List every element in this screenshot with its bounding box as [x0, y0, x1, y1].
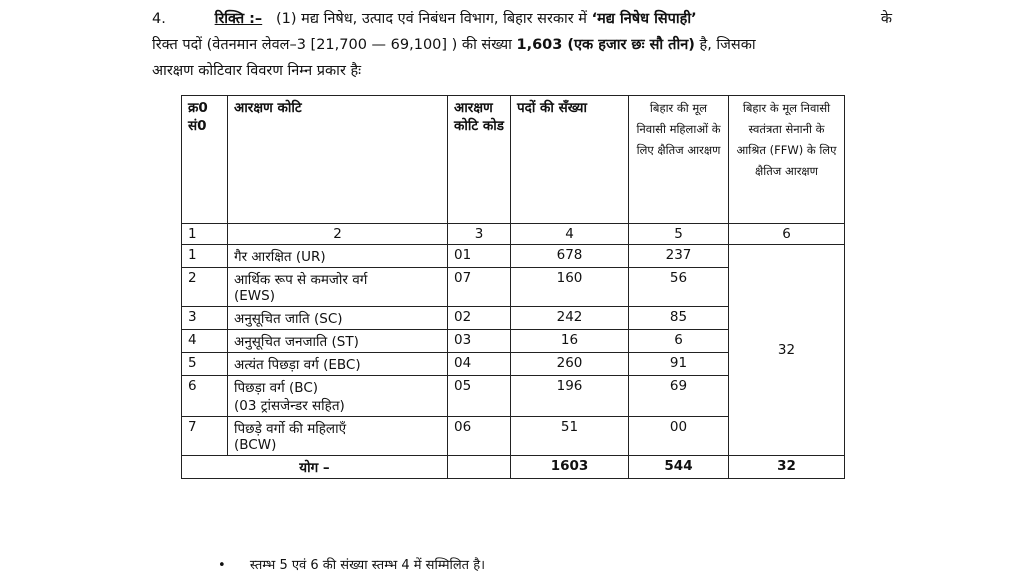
row-serial: 5 — [182, 353, 228, 376]
colnum-4: 4 — [511, 224, 629, 245]
row-women: 85 — [629, 307, 729, 330]
row-code: 07 — [448, 268, 511, 307]
row-serial: 1 — [182, 245, 228, 268]
colnum-6: 6 — [729, 224, 845, 245]
row-category — [228, 417, 448, 456]
colnum-2: 2 — [228, 224, 448, 245]
row-category — [228, 330, 448, 353]
row-category-text: आर्थिक रूप से कमजोर वर्ग — [234, 272, 368, 288]
row-women: 00 — [629, 417, 729, 456]
row-posts: 51 — [511, 417, 629, 456]
para-line-1 — [152, 6, 892, 32]
row-women: 237 — [629, 245, 729, 268]
total-posts: 1603 — [511, 456, 629, 479]
total-ffw: 32 — [729, 456, 845, 479]
row-code: 06 — [448, 417, 511, 456]
row-category — [228, 268, 448, 307]
header-women: बिहार की मूल निवासी महिलाओं के लिए क्षैतिज आरक्षण — [629, 96, 729, 224]
row-serial: 6 — [182, 376, 228, 417]
colnum-5: 5 — [629, 224, 729, 245]
row-category-text: अत्यंत पिछड़ा वर्ग (EBC) — [234, 357, 361, 373]
row-code: 04 — [448, 353, 511, 376]
vacancy-count: 1,603 (एक हजार छः सौ तीन) — [516, 37, 695, 53]
row-code: 05 — [448, 376, 511, 417]
row-serial: 2 — [182, 268, 228, 307]
row-posts: 160 — [511, 268, 629, 307]
para-line-1-end: के — [880, 11, 892, 27]
para-line-1-text: (1) मद्य निषेध, उत्पाद एवं निबंधन विभाग, बिहार सरकार में — [276, 11, 587, 27]
header-serial: क्र0 सं0 — [182, 96, 228, 224]
row-code: 01 — [448, 245, 511, 268]
header-posts: पदों की सँख्या — [511, 96, 629, 224]
row-category-text: पिछड़ा वर्ग (BC) — [234, 380, 319, 396]
para-line-2-b: है, जिसका — [699, 37, 756, 53]
row-serial: 7 — [182, 417, 228, 456]
row-posts: 242 — [511, 307, 629, 330]
header-ffw: बिहार के मूल निवासी स्वतंत्रता सेनानी के आश्रित (FFW) के लिए क्षैतिज आरक्षण — [729, 96, 845, 224]
row-women: 56 — [629, 268, 729, 307]
bullet-icon: • — [218, 558, 226, 573]
row-women: 91 — [629, 353, 729, 376]
ffw-merged-cell: 32 — [729, 245, 845, 456]
total-label: योग – — [182, 456, 448, 479]
footnote-text: स्तम्भ 5 एवं 6 की संख्या स्तम्भ 4 में सम्मिलित है। — [249, 558, 486, 573]
total-women: 544 — [629, 456, 729, 479]
row-code: 02 — [448, 307, 511, 330]
reservation-table — [181, 95, 845, 479]
row-category — [228, 376, 448, 417]
row-code: 03 — [448, 330, 511, 353]
intro-paragraph — [152, 6, 892, 84]
section-label: रिक्ति :– — [214, 11, 263, 27]
table-row — [182, 245, 845, 268]
row-posts: 196 — [511, 376, 629, 417]
footnote — [218, 555, 485, 573]
row-women: 6 — [629, 330, 729, 353]
header-category: आरक्षण कोटि — [228, 96, 448, 224]
row-serial: 3 — [182, 307, 228, 330]
row-category-subtext: (BCW) — [234, 437, 277, 453]
row-category-text: पिछड़े वर्गो की महिलाएँ — [234, 421, 347, 437]
row-category — [228, 245, 448, 268]
colnum-3: 3 — [448, 224, 511, 245]
row-category-text: अनुसूचित जनजाति (ST) — [234, 334, 359, 350]
post-name: ‘मद्य निषेध सिपाही’ — [591, 11, 697, 27]
header-code: आरक्षण कोटि कोड — [448, 96, 511, 224]
para-line-3: आरक्षण कोटिवार विवरण निम्न प्रकार हैः — [152, 63, 362, 79]
para-line-2 — [152, 32, 892, 58]
para-line-2-a: रिक्त पदों (वेतनमान लेवल–3 [21,700 — 69,100] ) की संख्या — [152, 37, 512, 53]
row-category-subtext: (03 ट्रांसजेन्डर सहित) — [234, 398, 345, 414]
row-posts: 678 — [511, 245, 629, 268]
row-category — [228, 353, 448, 376]
total-row — [182, 456, 845, 479]
header-row — [182, 96, 845, 224]
row-category-text: गैर आरक्षित (UR) — [234, 249, 326, 265]
total-code-empty — [448, 456, 511, 479]
row-category-subtext: (EWS) — [234, 288, 275, 304]
column-number-row — [182, 224, 845, 245]
row-serial: 4 — [182, 330, 228, 353]
row-category — [228, 307, 448, 330]
row-posts: 260 — [511, 353, 629, 376]
colnum-1: 1 — [182, 224, 228, 245]
row-posts: 16 — [511, 330, 629, 353]
row-category-text: अनुसूचित जाति (SC) — [234, 311, 343, 327]
section-number: 4. — [152, 11, 166, 27]
row-women: 69 — [629, 376, 729, 417]
